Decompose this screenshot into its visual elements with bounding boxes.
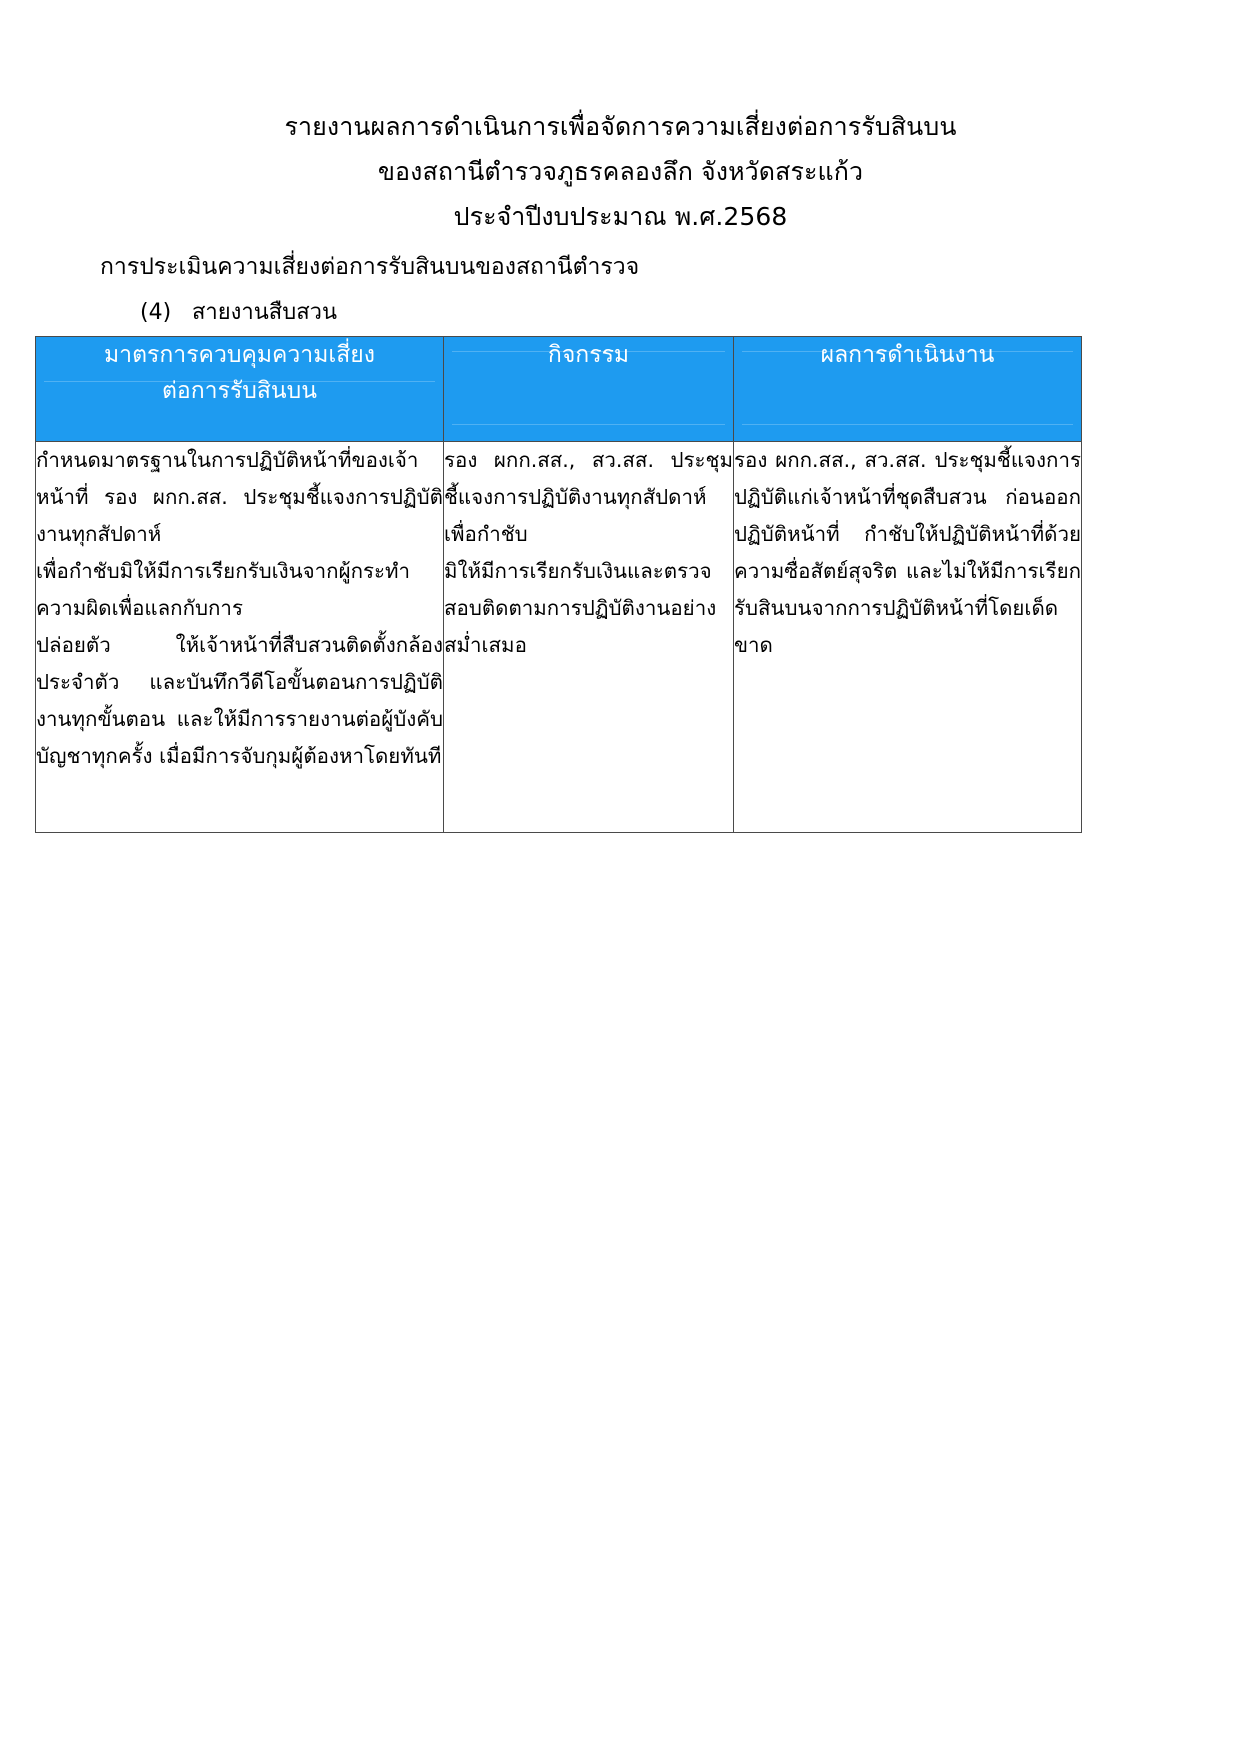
measure-paragraph-3: ปล่อยตัว ให้เจ้าหน้าที่สืบสวนติดตั้งกล้องประจำตัว และบันทึกวีดีโอขั้นตอนการปฏิบัติงานทุกขั้นตอน และให้มีการรายงานต่อผู้บังคับบัญชาทุกครั้ง เมื่อมีการจับกุมผู้ต้องหาโดยทันที xyxy=(36,633,443,768)
table-row xyxy=(36,442,1082,833)
table-header-row xyxy=(36,337,1082,442)
activity-paragraph-2: มิให้มีการเรียกรับเงินและตรวจสอบติดตามการปฏิบัติงานอย่างสม่ำเสมอ xyxy=(444,559,717,657)
document-title-block xyxy=(0,104,1241,239)
cell-result xyxy=(734,442,1082,833)
column-header-control-measures xyxy=(36,337,444,442)
column-header-result-label: ผลการดำเนินงาน xyxy=(820,342,995,368)
result-paragraph-1: รอง ผกก.สส., สว.สส. ประชุมชี้แจงการปฏิบัติแก่เจ้าหน้าที่ชุดสืบสวน ก่อนออกปฏิบัติหน้าที่ กำชับให้ปฏิบัติหน้าที่ด้วยความซื่อสัตย์สุจริต และไม่ให้มีการเรียกรับสินบนจากการปฏิบัติหน้าที่โดยเด็ดขาด xyxy=(734,448,1081,657)
title-line-2: ของสถานีตำรวจภูธรคลองลึก จังหวัดสระแก้ว xyxy=(377,157,864,186)
column-header-activity-label: กิจกรรม xyxy=(547,342,630,368)
cell-control-measures xyxy=(36,442,444,833)
measure-paragraph-1: กำหนดมาตรฐานในการปฏิบัติหน้าที่ของเจ้าหน้าที่ รอง ผกก.สส. ประชุมชี้แจงการปฏิบัติงานทุกสัปดาห์ xyxy=(36,448,443,546)
column-header-control-measures-line1: มาตรการควบคุมความเสี่ยง xyxy=(104,342,375,368)
title-line-1: รายงานผลการดำเนินการเพื่อจัดการความเสี่ยงต่อการรับสินบน xyxy=(284,112,957,141)
table-header xyxy=(36,337,1082,442)
risk-measures-table xyxy=(35,336,1082,833)
title-line-3: ประจำปีงบประมาณ พ.ศ.2568 xyxy=(453,202,788,231)
section-heading xyxy=(140,296,337,330)
section-label: สายงานสืบสวน xyxy=(192,300,338,325)
risk-measures-table-wrapper xyxy=(35,336,1081,833)
column-header-activity xyxy=(444,337,734,442)
section-number: (4) xyxy=(140,300,172,325)
column-header-result xyxy=(734,337,1082,442)
activity-paragraph-1: รอง ผกก.สส., สว.สส. ประชุมชี้แจงการปฏิบัติงานทุกสัปดาห์เพื่อกำชับ xyxy=(444,448,733,546)
section-subtitle: การประเมินความเสี่ยงต่อการรับสินบนของสถานีตำรวจ xyxy=(100,254,640,280)
measure-paragraph-2: เพื่อกำชับมิให้มีการเรียกรับเงินจากผู้กระทำความผิดเพื่อแลกกับการ xyxy=(36,559,411,620)
cell-activity xyxy=(444,442,734,833)
column-header-control-measures-line2: ต่อการรับสินบน xyxy=(162,378,317,404)
table-body xyxy=(36,442,1082,833)
